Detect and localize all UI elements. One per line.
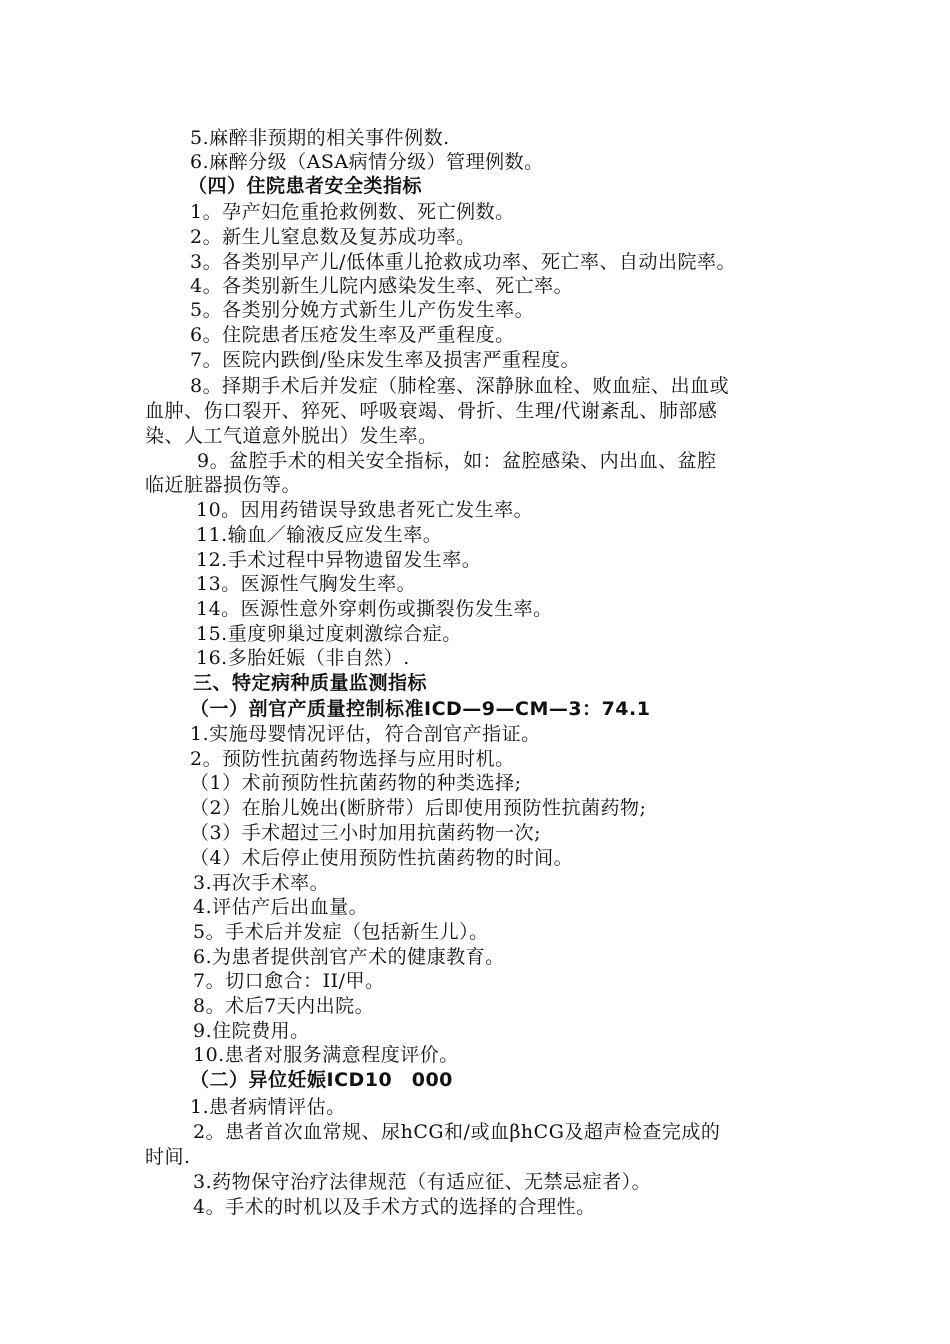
text-line: 12.手术过程中异物遗留发生率。 <box>196 549 482 571</box>
text-line: 染、人工气道意外脱出）发生率。 <box>145 425 438 447</box>
text-line: 5.麻醉非预期的相关事件例数. <box>190 127 450 149</box>
text-line: 1.实施母婴情况评估，符合剖官产指证。 <box>190 723 541 745</box>
text-line: 2。新生儿窒息数及复苏成功率。 <box>190 226 476 248</box>
text-line: 时间. <box>145 1146 191 1168</box>
text-line: 7。医院内跌倒/坠床发生率及损害严重程度。 <box>190 349 580 371</box>
text-line: 15.重度卵巢过度刺激综合症。 <box>196 623 462 645</box>
text-line: 9。盆腔手术的相关安全指标，如：盆腔感染、内出血、盆腔 <box>197 450 717 472</box>
text-line: 9.住院费用。 <box>193 1020 310 1042</box>
text-line: 4。各类别新生儿院内感染发生率、死亡率。 <box>190 275 574 297</box>
text-line: 6。住院患者压疮发生率及严重程度。 <box>190 324 515 346</box>
text-line: 16.多胎妊娠（非自然）. <box>196 647 410 669</box>
text-line: 2。预防性抗菌药物选择与应用时机。 <box>190 748 515 770</box>
text-line: 13。医源性气胸发生率。 <box>196 573 417 595</box>
text-line: 14。医源性意外穿刺伤或撕裂伤发生率。 <box>196 598 553 620</box>
text-line: 5。各类别分娩方式新生儿产伤发生率。 <box>190 299 535 321</box>
text-line: （1）术前预防性抗菌药物的种类选择; <box>190 772 522 794</box>
text-line: （3）手术超过三小时加用抗菌药物一次; <box>190 822 541 844</box>
text-line: 3.再次手术率。 <box>193 872 330 894</box>
text-line: 6.麻醉分级（ASA病情分级）管理例数。 <box>190 151 544 173</box>
text-line: 2。患者首次血常规、尿hCG和/或血βhCG及超声检查完成的 <box>193 1121 721 1143</box>
text-line: （2）在胎儿娩出(断脐带）后即使用预防性抗菌药物; <box>190 797 647 819</box>
section-heading: 三、特定病种质量监测指标 <box>193 672 428 694</box>
subsection-heading: （二）异位妊娠ICD10 000 <box>190 1069 453 1091</box>
text-line: 3.药物保守治疗法律规范（有适应征、无禁忌症者）。 <box>193 1171 652 1193</box>
text-line: 3。各类别早产儿/低体重儿抢救成功率、死亡率、自动出院率。 <box>190 251 736 273</box>
text-line: 5。手术后并发症（包括新生儿）。 <box>193 921 489 943</box>
text-line: 1.患者病情评估。 <box>190 1096 346 1118</box>
text-line: 4.评估产后出血量。 <box>193 896 369 918</box>
text-line: 6.为患者提供剖官产术的健康教育。 <box>193 946 505 968</box>
text-line: 10。因用药错误导致患者死亡发生率。 <box>196 499 534 521</box>
text-line: 11.输血／输液反应发生率。 <box>196 524 443 546</box>
text-line: 1。孕产妇危重抢救例数、死亡例数。 <box>190 201 515 223</box>
text-line: 8。术后7天内出院。 <box>193 995 375 1017</box>
text-line: 4。手术的时机以及手术方式的选择的合理性。 <box>193 1196 596 1218</box>
text-line: 10.患者对服务满意程度评价。 <box>193 1044 459 1066</box>
text-line: 临近脏器损伤等。 <box>145 474 302 496</box>
text-line: （4）术后停止使用预防性抗菌药物的时间。 <box>190 847 574 869</box>
text-line: 8。择期手术后并发症（肺栓塞、深静脉血栓、败血症、出血或 <box>190 375 730 397</box>
text-line: 血肿、伤口裂开、猝死、呼吸衰竭、骨折、生理/代谢紊乱、肺部感 <box>145 400 718 422</box>
text-line: 7。切口愈合：II/甲。 <box>193 970 385 992</box>
subsection-heading: （一）剖官产质量控制标准ICD—9—CM—3：74.1 <box>190 698 651 720</box>
section-heading: （四）住院患者安全类指标 <box>188 175 423 197</box>
